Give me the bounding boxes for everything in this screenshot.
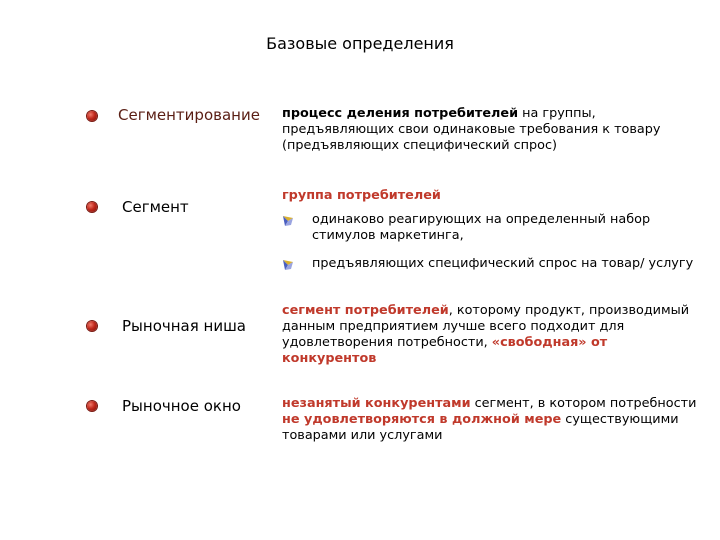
term-market-window: Рыночное окно bbox=[122, 397, 241, 415]
definition-market-window bbox=[282, 396, 702, 444]
definition-text: на группы, предъявляющих свои одинаковые требования к товару (предъявляющих специфический спрос) bbox=[282, 106, 661, 153]
definition-text: существующими товарами или услугами bbox=[282, 412, 679, 443]
slide-title: Базовые определения bbox=[266, 34, 454, 53]
definition-segmentation bbox=[282, 106, 702, 154]
definition-key-phrase: «свободная» от конкурентов bbox=[282, 335, 608, 366]
bullet-icon bbox=[87, 202, 97, 212]
definition-text: , которому продукт, производимый данным предприятием лучше всего подходит для удовлетворения потребности, bbox=[282, 303, 690, 350]
bullet-icon bbox=[87, 321, 97, 331]
bullet-icon bbox=[87, 111, 97, 121]
definition-key-phrase: сегмент потребителей bbox=[282, 303, 449, 318]
definition-key-phrase: не удовлетворяются в должной мере bbox=[282, 412, 562, 427]
definition-market-niche bbox=[282, 303, 702, 367]
segment-subitem: предъявляющих специфический спрос на товар/ услугу bbox=[312, 256, 694, 271]
bullet-icon bbox=[87, 401, 97, 411]
term-market-niche: Рыночная ниша bbox=[122, 317, 246, 335]
definition-segment: группа потребителей bbox=[282, 188, 441, 203]
sub-bullet-icon bbox=[282, 215, 294, 227]
definition-key-phrase: незанятый конкурентами bbox=[282, 396, 471, 411]
term-segment: Сегмент bbox=[122, 198, 189, 216]
definition-key-phrase: процесс деления потребителей bbox=[282, 106, 519, 121]
definition-text: сегмент, в котором потребности bbox=[470, 396, 697, 411]
sub-bullet-icon bbox=[282, 259, 294, 271]
term-segmentation: Сегментирование bbox=[118, 106, 260, 124]
segment-subitem: одинаково реагирующих на определенный набор стимулов маркетинга, bbox=[312, 212, 651, 243]
